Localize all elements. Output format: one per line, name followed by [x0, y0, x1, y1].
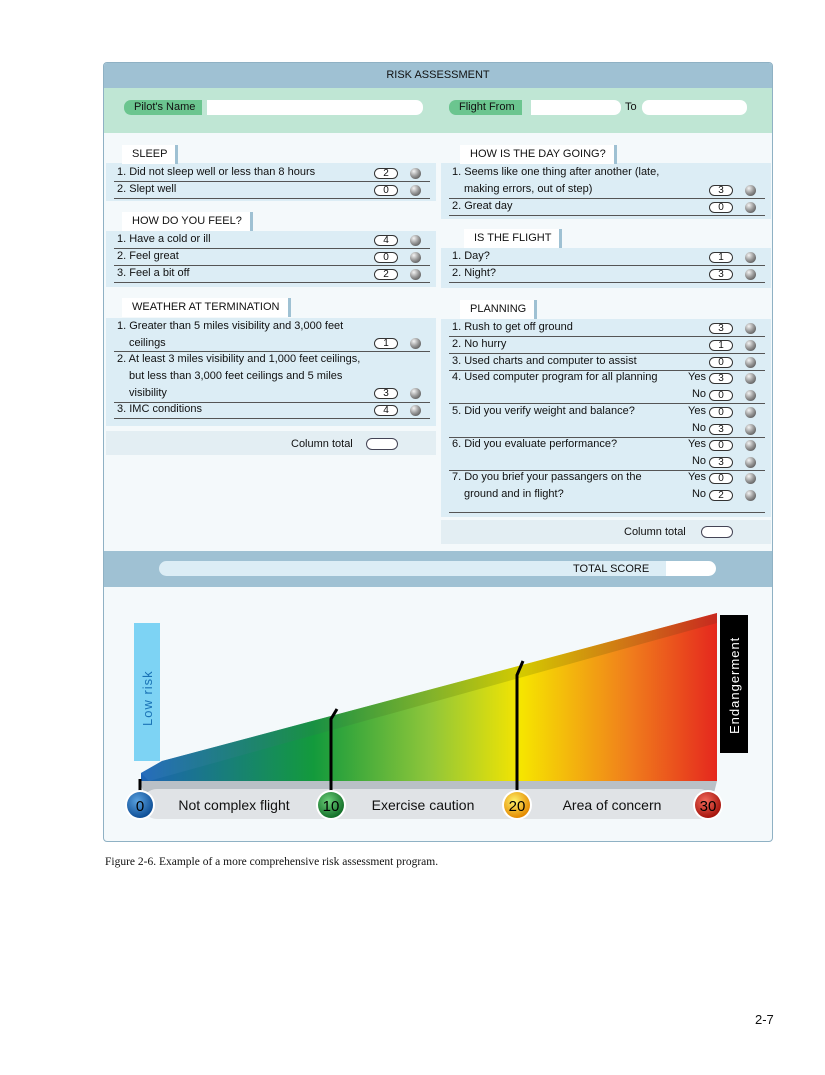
left-column-total-field[interactable]: [366, 438, 398, 450]
right-column-total-field[interactable]: [701, 526, 733, 538]
score-value: 1: [374, 338, 398, 349]
score-value: 2: [374, 269, 398, 280]
score-value: 4: [374, 235, 398, 246]
form-title: RISK ASSESSMENT: [104, 63, 772, 88]
zone-label-area-of-concern: Area of concern: [562, 797, 662, 813]
score-selector[interactable]: [410, 252, 421, 263]
pilot-name-label: Pilot's Name: [124, 100, 202, 115]
score-selector[interactable]: [410, 405, 421, 416]
score-value: 3: [374, 388, 398, 399]
score-selector[interactable]: [745, 357, 756, 368]
list-item: 4. Used computer program for all planning Yes No: [452, 371, 706, 400]
divider: [449, 282, 765, 283]
list-item: 5. Did you verify weight and balance? Yes No: [452, 405, 706, 434]
list-item: 2. Slept well: [117, 183, 177, 195]
flight-from-label: Flight From: [449, 100, 522, 115]
score-value: 0: [709, 473, 733, 484]
risk-scale-graphic: [104, 593, 772, 842]
section-flight-title: IS THE FLIGHT: [464, 229, 562, 248]
score-selector[interactable]: [745, 185, 756, 196]
divider: [449, 512, 765, 513]
total-score-field[interactable]: [666, 561, 716, 576]
flight-to-field[interactable]: [642, 100, 747, 115]
score-value: 3: [709, 323, 733, 334]
low-risk-label: Low risk: [140, 670, 155, 726]
list-item: 1. Did not sleep well or less than 8 hours: [117, 166, 316, 178]
score-selector[interactable]: [410, 338, 421, 349]
score-selector[interactable]: [745, 323, 756, 334]
zone-label-not-complex: Not complex flight: [178, 797, 290, 813]
list-item: 3. IMC conditions: [117, 403, 202, 415]
score-selector[interactable]: [745, 473, 756, 484]
section-planning-title: PLANNING: [460, 300, 537, 319]
pilot-name-field[interactable]: [207, 100, 423, 115]
list-item: 1. Have a cold or ill: [117, 233, 211, 245]
right-column-total-label: Column total: [624, 526, 686, 538]
section-weather-title: WEATHER AT TERMINATION: [122, 298, 291, 317]
score-value: 4: [374, 405, 398, 416]
total-score-bar: [104, 551, 772, 587]
figure-caption: Figure 2-6. Example of a more comprehensive risk assessment program.: [105, 856, 439, 868]
score-value: 0: [374, 185, 398, 196]
score-selector[interactable]: [745, 340, 756, 351]
section-feel-title: HOW DO YOU FEEL?: [122, 212, 253, 231]
list-item: 3. Feel a bit off: [117, 267, 190, 279]
left-column-total-label: Column total: [291, 438, 353, 450]
score-value: 3: [709, 185, 733, 196]
flight-to-label: To: [625, 101, 637, 113]
list-item: 2. At least 3 miles visibility and 1,000 feet ceilings, but less than 3,000 feet ceilings and 5 miles visibility: [117, 353, 361, 399]
score-selector[interactable]: [410, 235, 421, 246]
score-value: 0: [709, 357, 733, 368]
score-value: 0: [374, 252, 398, 263]
names-bar: [104, 88, 772, 133]
section-sleep-title: SLEEP: [122, 145, 178, 164]
tick-value-0: 0: [135, 798, 145, 815]
score-value: 3: [709, 424, 733, 435]
score-value: 3: [709, 457, 733, 468]
list-item: 1. Seems like one thing after another (late, making errors, out of step): [452, 166, 660, 195]
score-selector[interactable]: [745, 407, 756, 418]
tick-value-10: 10: [322, 798, 340, 815]
list-item: 1. Day?: [452, 250, 490, 262]
score-selector[interactable]: [745, 373, 756, 384]
list-item: 2. Night?: [452, 267, 497, 279]
score-selector[interactable]: [745, 202, 756, 213]
list-item: 7. Do you brief your passangers on the ground and in flight? Yes No: [452, 471, 706, 500]
score-value: 0: [709, 407, 733, 418]
divider: [114, 198, 430, 199]
list-item: 1. Greater than 5 miles visibility and 3,000 feet ceilings: [117, 320, 344, 349]
score-selector[interactable]: [745, 490, 756, 501]
total-score-label: TOTAL SCORE: [573, 563, 650, 575]
tick-value-30: 30: [699, 798, 717, 815]
score-value: 0: [709, 202, 733, 213]
zone-label-exercise-caution: Exercise caution: [371, 797, 475, 813]
divider: [114, 418, 430, 419]
list-item: 6. Did you evaluate performance? Yes No: [452, 438, 706, 467]
score-selector[interactable]: [745, 252, 756, 263]
score-selector[interactable]: [745, 269, 756, 280]
tick-value-20: 20: [508, 798, 526, 815]
score-selector[interactable]: [410, 269, 421, 280]
score-value: 3: [709, 373, 733, 384]
score-selector[interactable]: [410, 388, 421, 399]
list-item: 3. Used charts and computer to assist: [452, 355, 637, 367]
risk-assessment-form: [103, 62, 773, 842]
score-value: 0: [709, 390, 733, 401]
list-item: 1. Rush to get off ground: [452, 321, 573, 333]
list-item: 2. Great day: [452, 200, 513, 212]
endangerment-label: Endangerment: [727, 636, 742, 734]
score-selector[interactable]: [745, 424, 756, 435]
score-value: 2: [374, 168, 398, 179]
score-selector[interactable]: [410, 185, 421, 196]
score-selector[interactable]: [745, 390, 756, 401]
score-selector[interactable]: [410, 168, 421, 179]
score-value: 1: [709, 252, 733, 263]
divider: [114, 282, 430, 283]
divider: [449, 215, 765, 216]
flight-from-field[interactable]: [531, 100, 621, 115]
score-selector[interactable]: [745, 457, 756, 468]
score-value: 0: [709, 440, 733, 451]
section-day-title: HOW IS THE DAY GOING?: [460, 145, 617, 164]
score-selector[interactable]: [745, 440, 756, 451]
score-value: 3: [709, 269, 733, 280]
score-value: 1: [709, 340, 733, 351]
page-number: 2-7: [755, 1012, 774, 1027]
list-item: 2. No hurry: [452, 338, 507, 350]
list-item: 2. Feel great: [117, 250, 179, 262]
score-value: 2: [709, 490, 733, 501]
